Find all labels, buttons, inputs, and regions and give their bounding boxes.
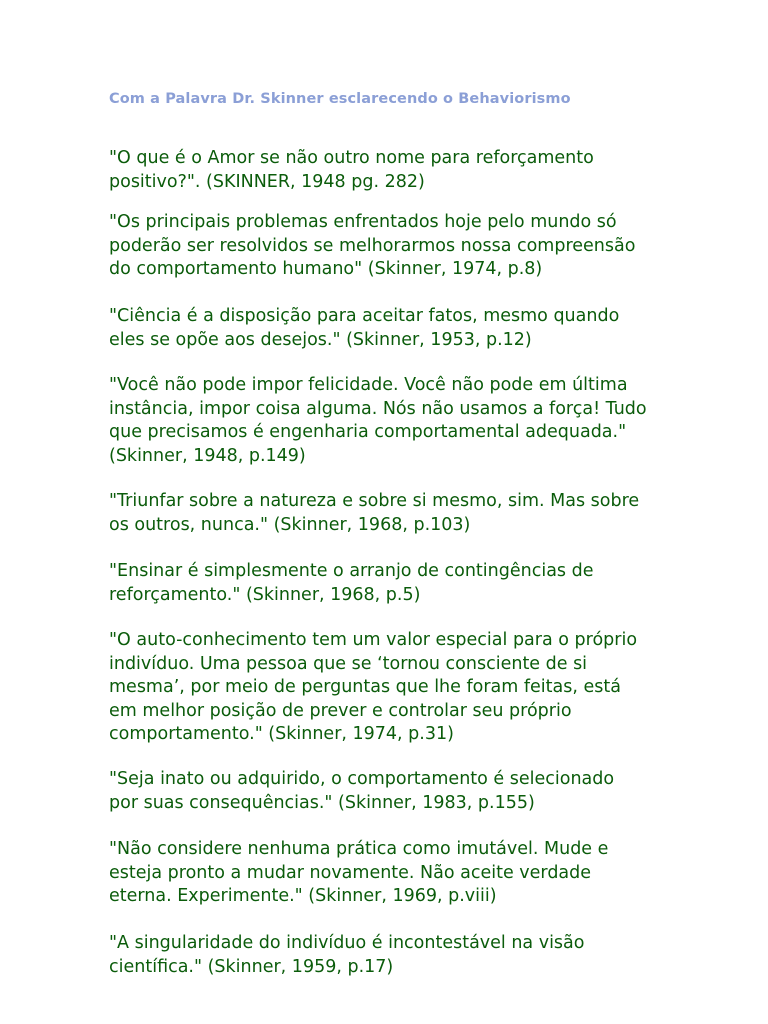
quote-line: comportamento." (Skinner, 1974, p.31)	[109, 724, 454, 744]
quote-line: eterna. Experimente." (Skinner, 1969, p.viii)	[109, 886, 497, 906]
quote-line: esteja pronto a mudar novamente. Não aceite verdade	[109, 862, 592, 883]
quote-line: por suas consequências." (Skinner, 1983, p.155)	[109, 792, 535, 813]
quote-line: instância, impor coisa alguma. Nós não usamos a força! Tudo	[109, 398, 647, 419]
quote-line: positivo?". (SKINNER, 1948 pg. 282)	[109, 171, 425, 192]
quote-line: científica." (Skinner, 1959, p.17)	[109, 956, 394, 977]
quote-line: "O que é o Amor se não outro nome para reforçamento	[109, 148, 594, 168]
quote-line: poderão ser resolvidos se melhorarmos nossa compreensão	[109, 235, 636, 256]
quote-8	[109, 768, 614, 815]
quote-3	[109, 305, 619, 352]
quote-line: que precisamos é engenharia comportamental adequada."	[109, 422, 627, 442]
quote-line: indivíduo. Uma pessoa que se ‘tornou consciente de si	[109, 653, 588, 674]
quote-line: "Seja inato ou adquirido, o comportamento é selecionado	[109, 769, 615, 789]
quote-line: "A singularidade do indivíduo é incontestável na visão	[109, 933, 585, 953]
quote-line: os outros, nunca." (Skinner, 1968, p.103)	[109, 514, 471, 535]
quote-7	[109, 629, 637, 747]
quote-5	[109, 490, 639, 537]
page-title: Com a Palavra Dr. Skinner esclarecendo o Behaviorismo	[109, 91, 571, 107]
quote-line: mesma’, por meio de perguntas que lhe foram feitas, está	[109, 677, 621, 697]
quote-line: "Não considere nenhuma prática como imutável. Mude e	[109, 839, 609, 859]
quote-2	[109, 211, 635, 282]
quote-line: eles se opõe aos desejos." (Skinner, 1953, p.12)	[109, 329, 532, 350]
quote-10	[109, 932, 584, 979]
quote-line: "Ensinar é simplesmente o arranjo de contingências de	[109, 561, 594, 581]
quote-line: em melhor posição de prever e controlar seu próprio	[109, 700, 572, 721]
quote-line: "Você não pode impor felicidade. Você não pode em última	[109, 375, 628, 395]
quote-line: (Skinner, 1948, p.149)	[109, 445, 306, 466]
quote-line: "Os principais problemas enfrentados hoje pelo mundo só	[109, 212, 617, 232]
quote-line: "Ciência é a disposição para aceitar fatos, mesmo quando	[109, 306, 620, 326]
quote-line: "Triunfar sobre a natureza e sobre si mesmo, sim. Mas sobre	[109, 491, 640, 511]
quote-6	[109, 560, 593, 607]
quote-line: do comportamento humano" (Skinner, 1974, p.8)	[109, 259, 543, 279]
quote-9	[109, 838, 608, 909]
quote-line: "O auto-conhecimento tem um valor especial para o próprio	[109, 630, 638, 650]
quote-1	[109, 147, 594, 194]
quote-line: reforçamento." (Skinner, 1968, p.5)	[109, 584, 421, 605]
quote-4	[109, 374, 647, 468]
